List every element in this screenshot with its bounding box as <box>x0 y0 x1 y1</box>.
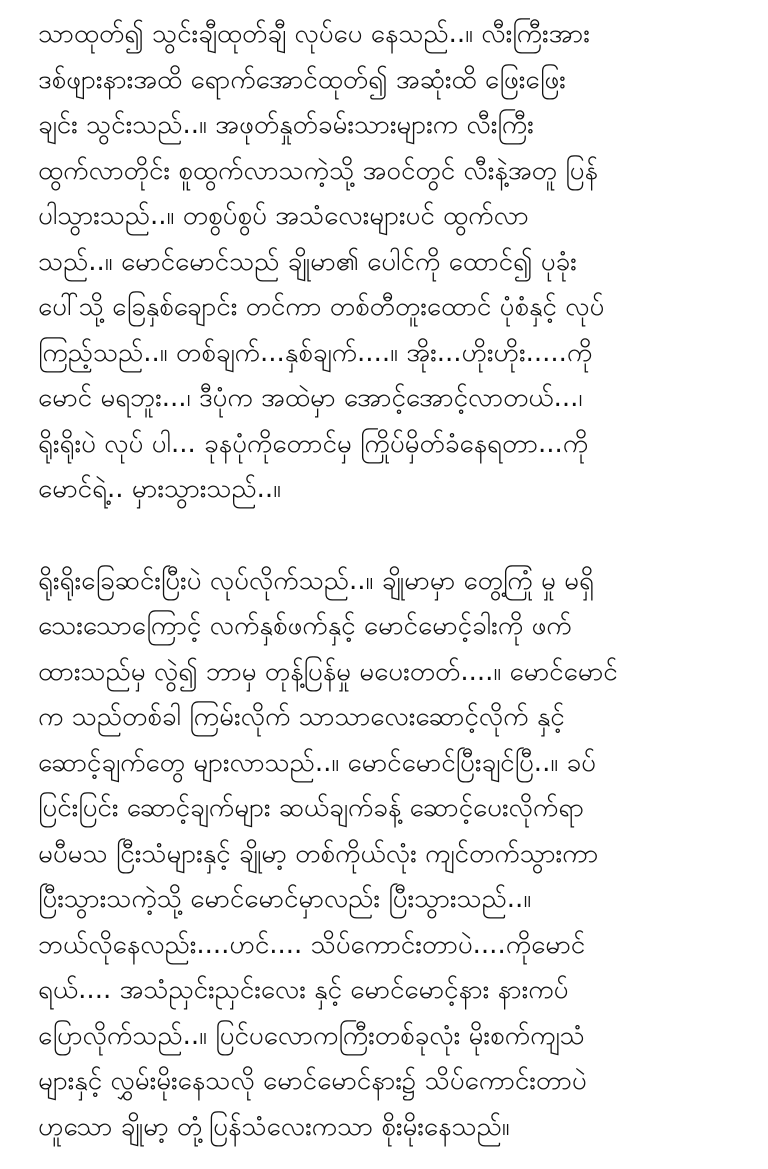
text-line: မောင်ရဲ့.. မှားသွားသည်..။ <box>38 474 282 504</box>
text-line: သည်..။ မောင်မောင်သည် ချိုမာ၏ ပေါင်ကို ထောင်၍ ပုခုံး <box>38 246 577 277</box>
text-line: ပြောလိုက်သည်..။ ပြင်ပလောကကြီးတစ်ခုလုံး မိုးစက်ကျသံ <box>38 1020 585 1051</box>
text-line: က သည်တစ်ခါ ကြမ်းလိုက် သာသာလေးဆောင့်လိုက် နှင့် <box>38 702 565 732</box>
paragraph-spacer <box>38 513 738 559</box>
text-line: သေးသောကြောင့် လက်နှစ်ဖက်နှင့် မောင်မောင့်ခါးကို ဖက် <box>38 611 572 641</box>
text-line: ပေါ်သို့ ခြေနှစ်ချောင်း တင်ကာ တစ်တီတူးထောင် ပုံစံနှင့် လုပ် <box>38 292 605 322</box>
text-line: ချင်း သွင်းသည်..။ အဖုတ်နှုတ်ခမ်းသားများက လီးကြီး <box>38 110 534 140</box>
text-line: ထွက်လာတိုင်း စူထွက်လာသကဲ့သို့ အဝင်တွင် လီးနဲ့အတူ ပြန် <box>38 155 598 186</box>
text-line: ဆောင့်ချက်တွေ များလာသည်..။ မောင်မောင်ပြီးချင်ပြီ..။ ခပ် <box>38 747 596 778</box>
text-line: ဟူသော ချိုမာ့ တုံ့ပြန်သံလေးကသာ စိုးမိုးနေသည်။ <box>38 1111 510 1142</box>
text-line: ရိုးရိုးပဲ လုပ် ပါ... ခုနပုံကိုတောင်မှ ကြိုပ်မှိတ်ခံနေရတာ...ကို <box>38 428 589 459</box>
text-line: ထားသည်မှ လွဲ၍ ဘာမှ တုန့်ပြန်မှု မပေးတတ်....။ မောင်မောင် <box>38 656 618 687</box>
text-line: ကြည့်သည်..။ တစ်ချက်...နှစ်ချက်....။ အိုး...ဟိုးဟိုး.....ကို <box>38 337 593 368</box>
paragraph-2 <box>38 559 738 1151</box>
text-line: ဘယ်လိုနေလည်း....ဟင်.... သိပ်ကောင်းတာပဲ....ကိုမောင် <box>38 929 586 960</box>
text-line: ပြီးသွားသကဲ့သို့ မောင်မောင်မှာလည်း ပြီးသွားသည်..။ <box>38 884 532 914</box>
text-line: ပြင်းပြင်း ဆောင့်ချက်များ ဆယ်ချက်ခန့် ဆောင့်ပေးလိုက်ရာ <box>38 793 584 823</box>
text-line: သာထုတ်၍ သွင်းချီထုတ်ချီ လုပ်ပေ နေသည်..။ လီးကြီးအား <box>38 19 590 49</box>
text-line: ရိုးရိုးခြေဆင်းပြီးပဲ လုပ်လိုက်သည်..။ ချိုမာမှာ တွေ့ကြုံ မှု မရှိ <box>38 565 594 596</box>
text-line: ပါသွားသည်..။ တစွပ်စွပ် အသံလေးများပင် ထွက်လာ <box>38 201 529 231</box>
text-line: ရယ်.... အသံညှင်းညှင်းလေး နှင့် မောင်မောင့်နား နားကပ် <box>38 975 569 1005</box>
text-line: မပီမသ ငြီးသံများနှင့် ချိုမာ့ တစ်ကိုယ်လုံး ကျင်တက်သွားကာ <box>38 838 599 869</box>
paragraph-1 <box>38 12 738 513</box>
text-line: ဒစ်ဖျားနားအထိ ရောက်အောင်ထုတ်၍ အဆုံးထိ ဖြေးဖြေး <box>38 64 566 95</box>
text-line: များနှင့် လွှမ်းမိုးနေသလို မောင်မောင်နား၌ သိပ်ကောင်းတာပဲ <box>38 1066 587 1096</box>
article-body <box>38 12 738 1150</box>
text-line: မောင် မရဘူး...၊ ဒီပုံက အထဲမှာ အောင့်အောင့်လာတယ်...၊ <box>38 383 583 413</box>
